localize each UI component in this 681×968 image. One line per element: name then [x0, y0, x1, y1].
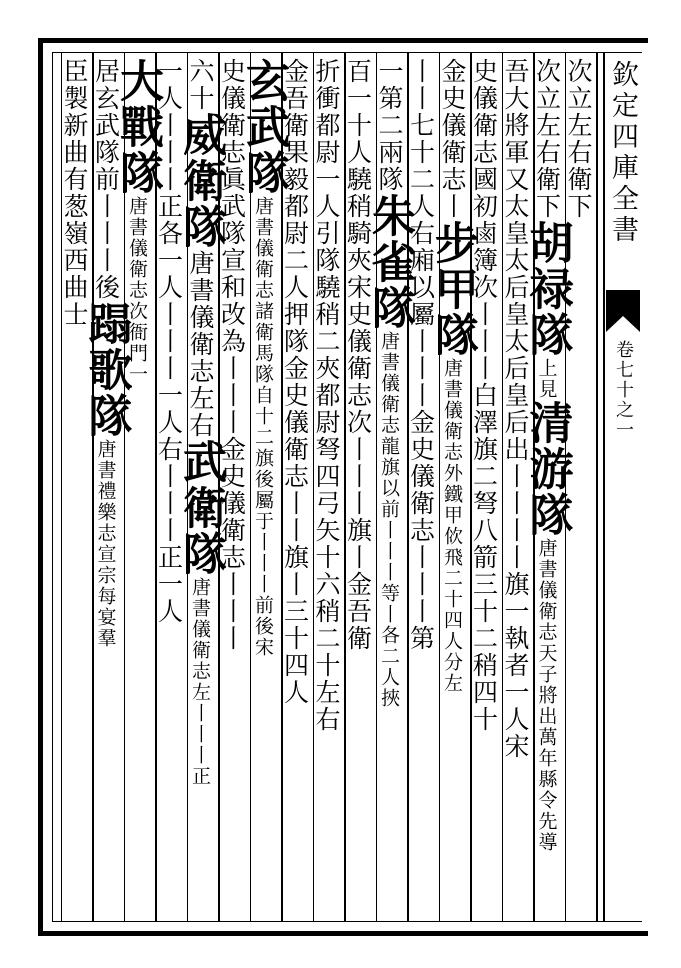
text-column — [521, 58, 573, 853]
body-text: 右衛下 — [564, 139, 593, 220]
body-text: 史儀衛志眞武隊宣和改為丨丨丨金史儀衛志丨丨丨 — [217, 58, 247, 652]
body-text: 六十 — [186, 58, 215, 112]
section-heading: 朱雀隊 — [364, 193, 415, 331]
margin-book-title: 欽定四庫全書 — [607, 60, 638, 246]
body-text: 丨丨七十二人右廂以屬丨丨丨金史儀衛志丨丨丨第 — [406, 58, 436, 652]
text-column — [80, 58, 132, 649]
text-column — [364, 58, 415, 709]
annotation-text: 唐書儀衛志天子將出萬年縣令先導 — [535, 538, 558, 853]
section-heading: 步甲隊 — [427, 220, 478, 358]
body-text: 史儀衛志國初鹵簿次丨丨丨白澤旗二弩八箭三十二稍四十 — [469, 58, 499, 733]
body-text: 折衝都尉一人引隊驍稍二夾都尉弩四弓矢十六稍二十左右 — [312, 58, 341, 733]
annotation-text: 上見 — [535, 358, 558, 400]
body-text: 金吾衛果毅都尉二人押隊金史儀衛志丨丨旗丨三十四人 — [280, 58, 310, 706]
body-text: 一第二兩隊 — [375, 58, 404, 193]
annotation-text: 唐書儀衛志外鐵甲佽飛二十四人分左 — [441, 358, 463, 694]
body-text: 唐書儀衛志左右 — [186, 250, 215, 439]
text-column — [468, 58, 500, 733]
body-text: 百一十人 — [343, 58, 373, 166]
section-heading: 威衛隊 — [175, 112, 226, 250]
text-column — [175, 58, 226, 787]
text-column — [58, 58, 90, 328]
body-text: 驍稍騎夾宋史儀衛志次丨丨丨旗丨金吾衛 — [343, 166, 373, 652]
text-column — [499, 58, 531, 760]
margin-chapter: 卷七十之一 — [613, 340, 634, 440]
annotation-text: 唐書禮樂志宣宗每宴羣 — [94, 439, 117, 649]
body-text: 一人丨丨丨正各一人丨丨丨一人右丨丨丨正一人 — [154, 58, 184, 625]
annotation-text: 唐書儀衛志次衙門一 — [126, 196, 148, 385]
body-text: 次立左 — [564, 58, 593, 139]
body-text: 次立左右衛下 — [532, 58, 562, 220]
section-heading: 蹋歌隊 — [80, 301, 132, 439]
body-text: 吾大將軍又太皇太后皇太后皇后出丨丨丨丨旗一執者一人宋 — [501, 58, 530, 760]
section-heading: 大戰隊 — [112, 58, 163, 196]
body-text: 臣製新曲有葱嶺西曲士 — [60, 58, 89, 328]
annotation-text: 唐書儀衛志左丨丨丨正 — [189, 577, 211, 787]
section-heading: 清游隊 — [521, 400, 573, 538]
section-heading: 胡禄隊 — [521, 220, 573, 358]
annotation-text: 唐書儀衛志龍旗以前丨丨丨等丨各二人挾 — [378, 331, 400, 709]
text-column — [427, 58, 478, 694]
column-rule — [596, 52, 598, 922]
text-column — [405, 58, 437, 652]
annotation-text: 唐書儀衛志諸衛馬隊自十二旗後屬于丨丨丨前後宋 — [252, 196, 274, 658]
body-text: 金史儀衛志丨 — [438, 58, 467, 220]
section-heading: 武衛隊 — [175, 439, 226, 577]
section-heading: 玄武隊 — [238, 58, 289, 196]
text-column — [310, 58, 342, 733]
text-column — [238, 58, 289, 658]
fishtail-mark-icon — [606, 290, 640, 332]
body-text: 居玄武隊前丨丨丨後 — [91, 58, 121, 301]
text-column — [562, 58, 594, 220]
text-column — [342, 58, 374, 652]
